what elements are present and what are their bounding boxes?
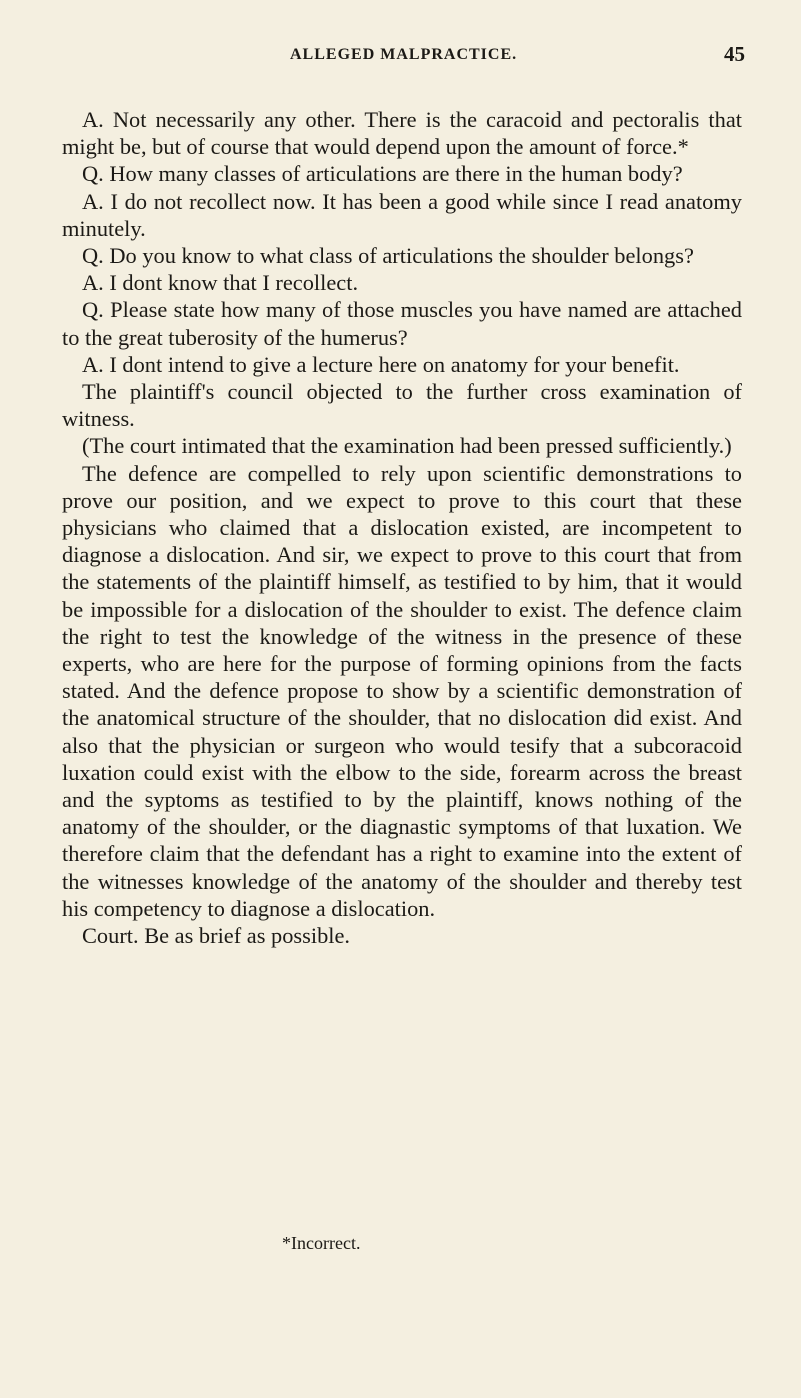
- paragraph-defence-argument: The defence are compelled to rely upon scientific demonstrations to prove our position, and we expect to prove to this court that these physicians who claimed that a dislocation existed, are incompetent to diagnose a dislocation. And sir, we expect to prove to this court that from the statements of the plaintiff himself, as testified to by him, that it would be impossible for a dislocation of the shoulder to exist. The defence claim the right to test the knowledge of the witness in the presence of these experts, who are here for the purpose of forming opinions from the facts stated. And the defence propose to show by a scientific demonstration of the anatomical structure of the shoulder, that no dislocation did exist. And also that the physician or surgeon who would tesify that a subcoracoid luxation could exist with the elbow to the side, forearm across the breast and the syptoms as testified to by the plaintiff, knows nothing of the anatomy of the shoulder, or the diagnastic symptoms of that luxation. We therefore claim that the defendant has a right to examine into the extent of the witnesses knowledge of the anatomy of the shoulder and thereby test his competency to diagnose a dislocation.: [62, 460, 742, 921]
- paragraph-court-reply: Court. Be as brief as possible.: [82, 923, 351, 949]
- body-text: [62, 106, 742, 949]
- paragraph-answer-4: A. I dont intend to give a lecture here on anatomy for your benefit.: [82, 351, 680, 377]
- paragraph-answer-2: A. I do not recollect now. It has been a good while since I read anatomy minutely.: [62, 188, 742, 241]
- paragraph-answer-3: A. I dont know that I recollect.: [82, 270, 359, 296]
- running-head: ALLEGED MALPRACTICE.: [290, 46, 518, 63]
- paragraph-question-3: Q. Please state how many of those muscles you have named are attached to the great tuberosity of the humerus?: [62, 297, 742, 350]
- paragraph-answer-1: A. Not necessarily any other. There is the caracoid and pectoralis that might be, but of course that would depend upon the amount of force.*: [62, 107, 742, 160]
- paragraph-objection: The plaintiff's council objected to the further cross examination of witness.: [62, 379, 742, 432]
- paragraph-question-2: Q. Do you know to what class of articulations the shoulder belongs?: [82, 243, 694, 269]
- paragraph-question-1: Q. How many classes of articulations are there in the human body?: [82, 161, 683, 187]
- footnote: *Incorrect.: [282, 1233, 361, 1253]
- paragraph-court-note: (The court intimated that the examination had been pressed sufficiently.): [82, 433, 732, 459]
- page-number: 45: [724, 42, 745, 66]
